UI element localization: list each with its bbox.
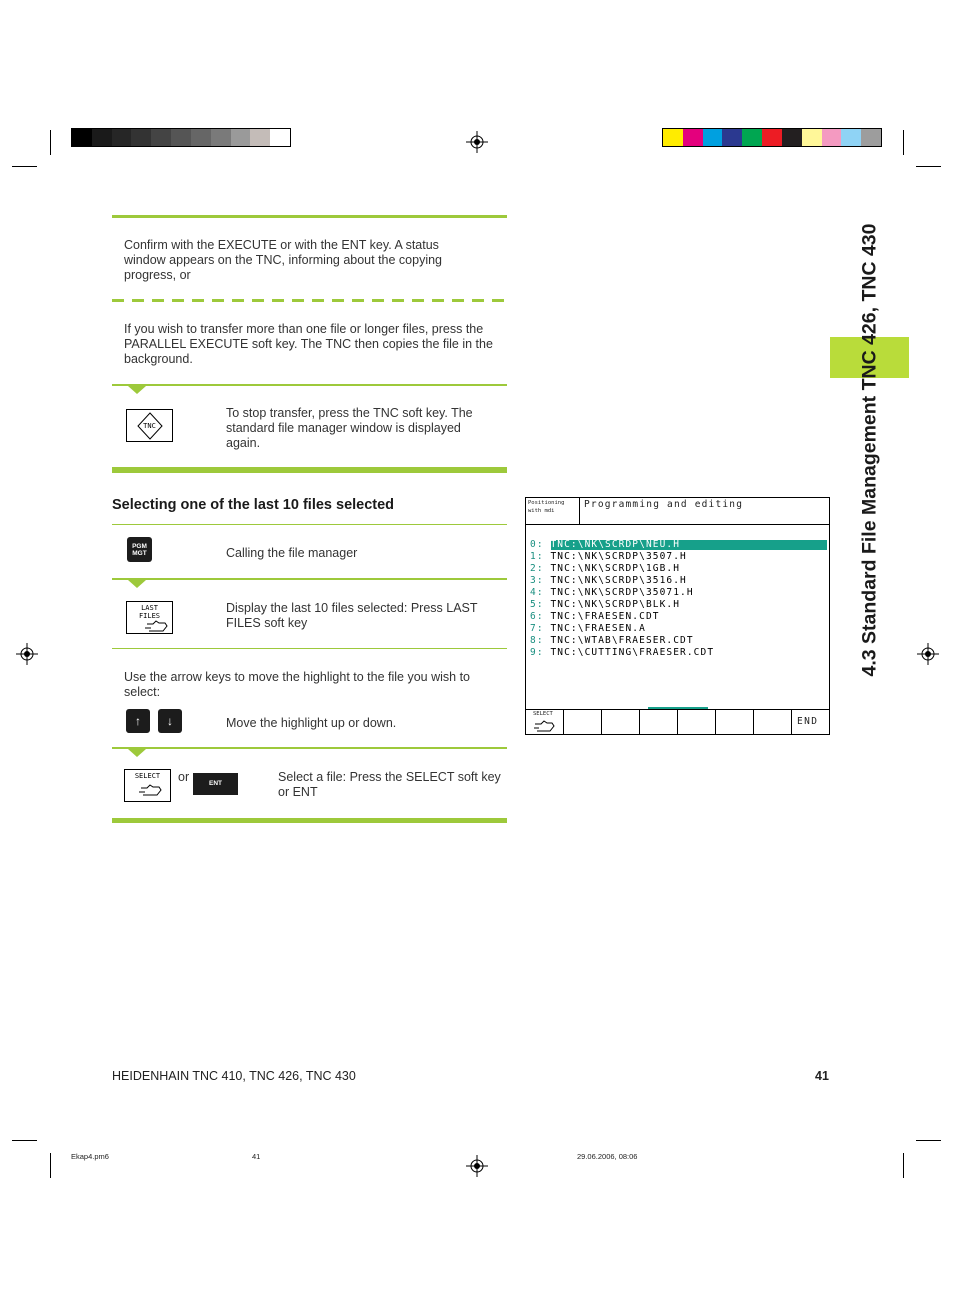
- pgm-mgt-key[interactable]: [127, 537, 152, 562]
- softkey-select[interactable]: [526, 710, 564, 735]
- list-item[interactable]: 4: TNC:\NK\SCRDP\35071.H: [530, 587, 694, 598]
- last-files-softkey[interactable]: [126, 601, 173, 634]
- list-item[interactable]: 9: TNC:\CUTTING\FRAESER.CDT: [530, 647, 715, 658]
- calibration-swatch: [92, 129, 112, 146]
- softkey-empty[interactable]: [716, 710, 754, 735]
- mode-small-line2: with mdi: [528, 508, 555, 514]
- step-rule: [112, 384, 507, 386]
- crop-mark: [12, 1140, 37, 1141]
- crop-mark: [50, 130, 51, 155]
- calibration-swatch: [270, 129, 290, 146]
- confirm-text: Confirm with the EXECUTE or with the ENT key. A status window appears on the TNC, informing about the copying progress, or: [124, 238, 443, 282]
- select-softkey[interactable]: [124, 769, 171, 802]
- crop-mark: [50, 1153, 51, 1178]
- tnc-softkey[interactable]: [126, 409, 173, 442]
- crop-mark: [903, 1153, 904, 1178]
- calibration-swatch: [250, 129, 270, 146]
- hand-pointer-icon: [143, 619, 169, 632]
- crop-mark: [916, 1140, 941, 1141]
- step1-text: Calling the file manager: [226, 546, 358, 560]
- calibration-swatch: [191, 129, 211, 146]
- step-rule: [112, 648, 507, 649]
- calibration-swatch: [841, 129, 861, 146]
- arrow-intro-text: Use the arrow keys to move the highlight to the file you wish to select:: [124, 670, 471, 699]
- list-item[interactable]: 1: TNC:\NK\SCRDP\3507.H: [530, 551, 687, 562]
- softkey-row: [526, 709, 829, 735]
- softkey-empty[interactable]: [640, 710, 678, 735]
- list-item[interactable]: 2: TNC:\NK\SCRDP\1GB.H: [530, 563, 681, 574]
- calibration-swatch: [802, 129, 822, 146]
- footer-product: HEIDENHAIN TNC 410, TNC 426, TNC 430: [112, 1069, 356, 1083]
- calibration-swatch: [703, 129, 723, 146]
- calibration-swatch: [822, 129, 842, 146]
- crop-mark: [916, 166, 941, 167]
- arrow-up-key[interactable]: ↑: [126, 709, 150, 733]
- step-rule: [112, 524, 507, 525]
- calibration-swatch: [131, 129, 151, 146]
- list-item[interactable]: 3: TNC:\NK\SCRDP\3516.H: [530, 575, 687, 586]
- softkey-empty[interactable]: [754, 710, 792, 735]
- pgm-mgt-key-line2: MGT: [132, 550, 147, 557]
- calibration-swatch: [722, 129, 742, 146]
- calibration-swatch: [171, 129, 191, 146]
- screen-header-divider: [579, 498, 580, 524]
- registration-mark-icon: [917, 643, 939, 665]
- section-rule: [112, 215, 507, 218]
- softkey-empty[interactable]: [564, 710, 602, 735]
- calibration-swatch: [663, 129, 683, 146]
- step-arrow-icon: [128, 580, 146, 588]
- list-item[interactable]: 0: TNC:\NK\SCRDP\NEU.H: [530, 539, 681, 550]
- softkey-end-label: END: [797, 716, 819, 727]
- crop-mark: [12, 166, 37, 167]
- print-file-name: Ekap4.pm6: [71, 1152, 109, 1161]
- hand-pointer-icon: [532, 719, 556, 732]
- gray-calibration-bar: [71, 128, 291, 147]
- section-heading: Selecting one of the last 10 files selected: [112, 497, 395, 513]
- calibration-swatch: [211, 129, 231, 146]
- step-arrow-icon: [128, 386, 146, 394]
- calibration-swatch: [762, 129, 782, 146]
- calibration-swatch: [861, 129, 881, 146]
- page-number: 41: [815, 1069, 829, 1083]
- mode-small-line1: Positioning: [528, 500, 565, 506]
- parallel-text: If you wish to transfer more than one file or longer files, press the PARALLEL EXECUTE soft key. The TNC then copies the file in the background.: [124, 322, 493, 366]
- arrow-down-key[interactable]: ↓: [158, 709, 182, 733]
- color-calibration-bar: [662, 128, 882, 147]
- registration-mark-icon: [16, 643, 38, 665]
- list-item[interactable]: 8: TNC:\WTAB\FRAESER.CDT: [530, 635, 694, 646]
- dashed-rule: [112, 299, 507, 302]
- last-files-label-line1: LAST: [141, 604, 158, 612]
- list-item[interactable]: 7: TNC:\FRAESEN.A: [530, 623, 646, 634]
- calibration-swatch: [782, 129, 802, 146]
- softkey-end[interactable]: [792, 710, 829, 735]
- step-rule: [112, 747, 507, 749]
- step-arrow-icon: [128, 749, 146, 757]
- softkey-empty[interactable]: [678, 710, 716, 735]
- ent-key[interactable]: ENT: [193, 773, 238, 795]
- stop-text: To stop transfer, press the TNC soft key. The standard file manager window is displayed again.: [226, 406, 473, 450]
- step2-text: Display the last 10 files selected: Press LAST FILES soft key: [226, 601, 478, 630]
- softkey-empty[interactable]: [602, 710, 640, 735]
- calibration-swatch: [231, 129, 251, 146]
- crop-mark: [903, 130, 904, 155]
- calibration-swatch: [72, 129, 92, 146]
- arrow-text: Move the highlight up or down.: [226, 716, 397, 730]
- softkey-select-label: SELECT: [533, 711, 553, 717]
- list-item[interactable]: 6: TNC:\FRAESEN.CDT: [530, 611, 660, 622]
- step-rule: [112, 578, 507, 580]
- registration-mark-icon: [466, 131, 488, 153]
- select-softkey-label: SELECT: [134, 772, 161, 780]
- calibration-swatch: [112, 129, 132, 146]
- list-item[interactable]: 5: TNC:\NK\SCRDP\BLK.H: [530, 599, 681, 610]
- tnc-screen: [525, 497, 830, 735]
- print-page-number: 41: [252, 1152, 261, 1161]
- select-text: Select a file: Press the SELECT soft key or ENT: [278, 770, 501, 799]
- print-datetime: 29.06.2006, 08:06: [577, 1152, 638, 1161]
- side-title: 4.3 Standard File Management TNC 426, TNC 430: [858, 223, 881, 677]
- section-rule: [112, 818, 507, 823]
- tnc-softkey-label: TNC: [143, 422, 156, 430]
- or-text: or: [178, 770, 190, 784]
- last-files-label-line2: FILES: [138, 612, 161, 620]
- file-selected: TNC:\NK\SCRDP\NEU.H: [550, 539, 681, 550]
- calibration-swatch: [742, 129, 762, 146]
- hand-pointer-icon: [137, 782, 163, 797]
- pgm-mgt-key-line1: PGM: [132, 543, 147, 550]
- calibration-swatch: [151, 129, 171, 146]
- registration-mark-icon: [466, 1155, 488, 1177]
- calibration-swatch: [683, 129, 703, 146]
- section-rule: [112, 467, 507, 473]
- mode-title: Programming and editing: [584, 499, 744, 510]
